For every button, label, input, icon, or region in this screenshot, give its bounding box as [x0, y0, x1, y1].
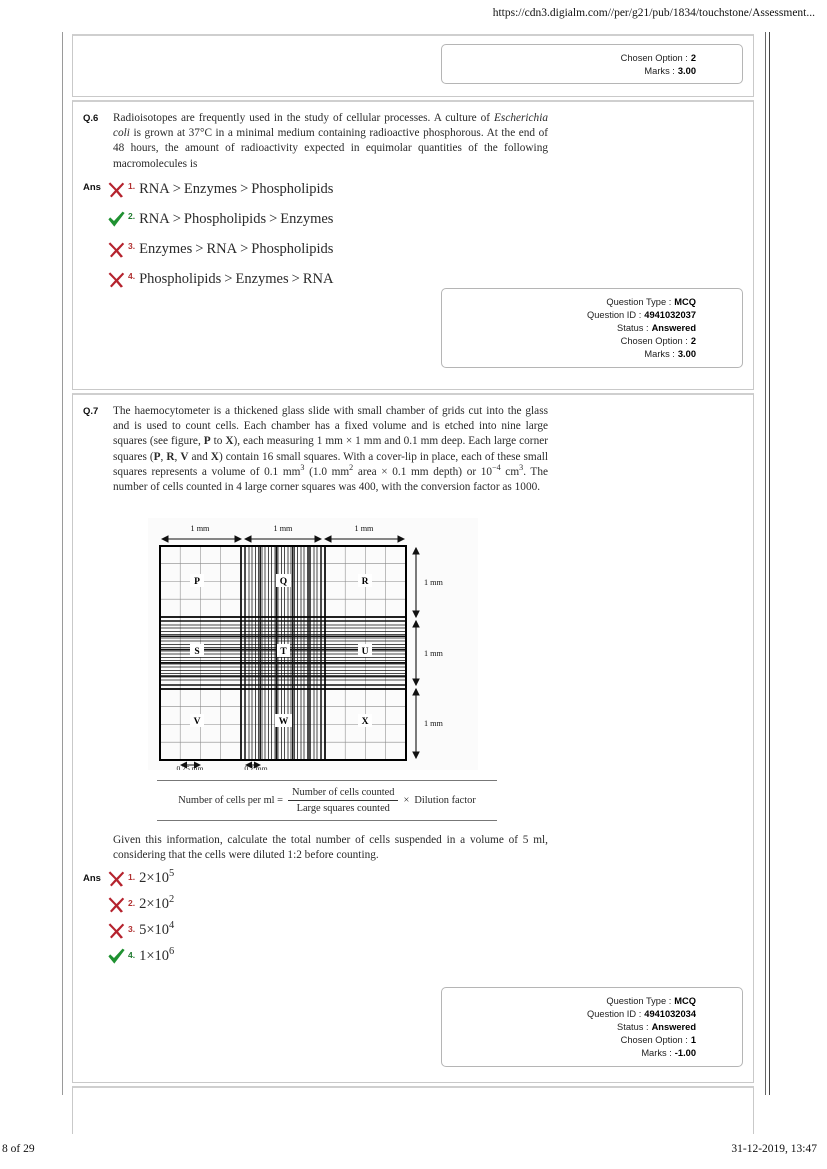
option-text: RNA > Enzymes > Phospholipids	[139, 180, 334, 197]
question-meta-box-q6	[441, 288, 743, 368]
meta-value: 4941032034	[644, 1008, 696, 1019]
meta-value: 2	[690, 52, 696, 63]
svg-text:1 mm: 1 mm	[424, 649, 443, 658]
formula-numerator: Number of cells counted	[288, 786, 398, 801]
option-text: $1\times 10^6$	[139, 945, 175, 964]
haemocytometer-figure	[148, 518, 478, 770]
meta-value: 3.00	[677, 349, 696, 360]
formula-rhs: Dilution factor	[414, 795, 476, 806]
svg-text:1 mm: 1 mm	[190, 524, 210, 533]
cell-count-formula	[157, 780, 497, 821]
meta-key: Question Type :	[606, 995, 672, 1006]
meta-value: -1.00	[674, 1048, 696, 1059]
incorrect-cross-icon	[107, 240, 126, 259]
meta-row	[442, 1034, 742, 1047]
figure-label-U: U	[361, 647, 369, 657]
meta-value: 3.00	[677, 65, 696, 76]
option-text: Enzymes > RNA > Phospholipids	[139, 240, 334, 257]
meta-row	[442, 321, 742, 334]
option-number: 3.	[128, 241, 136, 251]
figure-label-V: V	[193, 717, 201, 727]
question-number-q7: Q.7	[83, 406, 99, 417]
option-row[interactable]	[107, 204, 333, 234]
option-row[interactable]	[107, 174, 333, 204]
incorrect-cross-icon	[107, 921, 126, 940]
option-text: $5\times 10^4$	[139, 919, 175, 938]
meta-key: Question ID :	[587, 309, 642, 320]
answer-label-q7: Ans	[83, 873, 101, 884]
question-panel-q7	[72, 393, 754, 1083]
option-number: 3.	[128, 924, 136, 934]
meta-key: Marks :	[641, 1048, 672, 1059]
meta-key: Marks :	[644, 349, 675, 360]
meta-key: Question ID :	[587, 1008, 642, 1019]
meta-row	[442, 335, 742, 348]
option-number: 4.	[128, 950, 136, 960]
question-closing-text-q7: Given this information, calculate the total number of cells suspended in a volume of 5 ml, considering that the cells were diluted 1:2 before counting.	[113, 834, 548, 862]
option-list-q7[interactable]	[107, 865, 174, 969]
meta-key: Marks :	[644, 65, 675, 76]
meta-key: Status :	[617, 1021, 649, 1032]
correct-tick-icon	[107, 947, 126, 966]
figure-dim-025mm: 0.25 mm	[176, 764, 204, 770]
figure-label-X: X	[361, 717, 369, 727]
meta-value: MCQ	[674, 296, 696, 307]
formula-denominator: Large squares counted	[296, 803, 390, 814]
question-panel-q6	[72, 100, 754, 390]
option-number: 1.	[128, 872, 136, 882]
option-text: RNA > Phospholipids > Enzymes	[139, 210, 334, 227]
option-text: Phospholipids > Enzymes > RNA	[139, 270, 334, 287]
figure-label-S: S	[194, 647, 200, 657]
meta-value: 4941032037	[644, 309, 696, 320]
haemocytometer-grid-svg	[148, 518, 478, 770]
option-row[interactable]	[107, 891, 174, 917]
footer-timestamp: 31-12-2019, 13:47	[731, 1143, 817, 1155]
meta-key: Chosen Option :	[620, 52, 688, 63]
meta-row	[442, 1020, 742, 1033]
figure-label-W: W	[278, 717, 289, 727]
question-number-q6: Q.6	[83, 113, 99, 124]
figure-dim-02mm: 0.2 mm	[244, 764, 268, 770]
figure-label-Q: Q	[279, 577, 288, 587]
meta-value: Answered	[651, 322, 696, 333]
print-footer	[0, 1143, 827, 1159]
footer-page-number: 8 of 29	[2, 1143, 35, 1155]
figure-label-R: R	[361, 577, 369, 587]
meta-row	[442, 51, 742, 64]
incorrect-cross-icon	[107, 180, 126, 199]
meta-key: Chosen Option :	[620, 1035, 688, 1046]
meta-row	[442, 348, 742, 361]
question-panel-partial	[72, 34, 754, 97]
incorrect-cross-icon	[107, 270, 126, 289]
question-meta-box-partial	[441, 44, 743, 84]
meta-row	[442, 308, 742, 321]
option-row[interactable]	[107, 943, 174, 969]
meta-row	[442, 1047, 742, 1060]
question-text-q6: Radioisotopes are frequently used in the study of cellular processes. A culture of Escherichia coli is grown at 37°C in a minimal medium containing radioactive phosphorous. At the end of 48 hours, the amount of radioactivity expected in equimolar quantities of the following macromolecules is	[113, 112, 548, 170]
option-number: 2.	[128, 211, 136, 221]
meta-value: 2	[690, 336, 696, 347]
correct-tick-icon	[107, 210, 126, 229]
formula-lhs: Number of cells per ml =	[178, 795, 284, 806]
svg-text:1 mm: 1 mm	[273, 524, 293, 533]
option-text: $2\times 10^2$	[139, 893, 175, 912]
answer-label-q6: Ans	[83, 182, 101, 193]
option-number: 1.	[128, 181, 136, 191]
incorrect-cross-icon	[107, 895, 126, 914]
option-text: $2\times 10^5$	[139, 867, 175, 886]
meta-row	[442, 64, 742, 77]
option-row[interactable]	[107, 917, 174, 943]
meta-key: Chosen Option :	[620, 336, 688, 347]
meta-value: 1	[690, 1035, 696, 1046]
option-list-q6[interactable]	[107, 174, 333, 294]
formula-times: ×	[403, 795, 410, 806]
question-meta-box-q7	[441, 987, 743, 1067]
figure-label-P: P	[194, 577, 200, 587]
svg-text:1 mm: 1 mm	[354, 524, 374, 533]
option-number: 2.	[128, 898, 136, 908]
meta-value: MCQ	[674, 995, 696, 1006]
formula-fraction	[288, 786, 398, 815]
option-row[interactable]	[107, 865, 174, 891]
option-row[interactable]	[107, 234, 333, 264]
meta-key: Question Type :	[606, 296, 672, 307]
meta-key: Status :	[617, 322, 649, 333]
meta-row	[442, 994, 742, 1007]
incorrect-cross-icon	[107, 869, 126, 888]
figure-label-T: T	[280, 647, 287, 657]
meta-row	[442, 1007, 742, 1020]
print-header-url: https://cdn3.digialm.com//per/g21/pub/1834/touchstone/Assessment...	[492, 7, 815, 19]
question-text-q7: The haemocytometer is a thickened glass slide with small chamber of grids cut into the glass and is used to count cells. Each chamber has a fixed volume and is etched into nine large squares (see figure, P to X), each measuring 1 mm × 1 mm and 0.1 mm deep. Each large corner squares (P, R, V and X) contain 16 small squares. With a cover-lip in place, each of these small squares represents a volume of 0.1 $mm^3$ (1.0 $mm^2$ area × 0.1 mm depth) or $10^{-4}$ $cm^3$. The number of cells counted in 4 large corner squares was 400, with the conversion factor as 1000.	[113, 405, 548, 494]
question-panel-next	[72, 1086, 754, 1134]
option-row[interactable]	[107, 264, 333, 294]
svg-text:1 mm: 1 mm	[424, 578, 443, 587]
meta-value: Answered	[651, 1021, 696, 1032]
meta-row	[442, 295, 742, 308]
option-number: 4.	[128, 271, 136, 281]
svg-text:1 mm: 1 mm	[424, 719, 443, 728]
